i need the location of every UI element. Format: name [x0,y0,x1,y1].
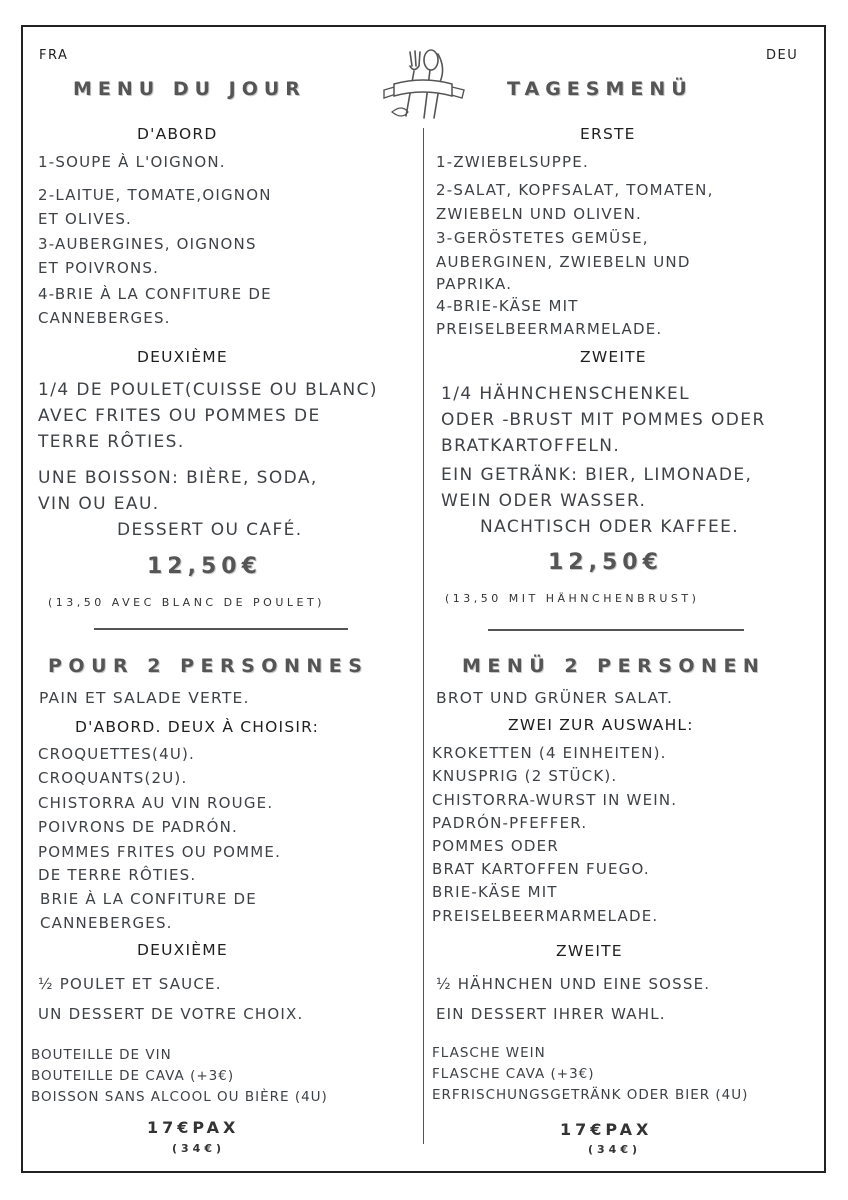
fr-starter-3b: ET POIVRONS. [38,259,160,277]
de-price: 12,50€ [548,550,663,575]
fr-main-2: AVEC FRITES OU POMMES DE [38,406,321,426]
de-separator [488,629,744,631]
fr-duo-main-heading: DEUXIÈME [137,941,228,959]
fr-starter-3a: 3-AUBERGINES, OIGNONS [38,235,257,253]
fr-main-3: TERRE RÔTIES. [38,432,185,452]
de-duo-opt-4: PADRÓN-PFEFFER. [432,814,588,832]
fr-duo-opt-3: CHISTORRA AU VIN ROUGE. [38,794,274,812]
de-duo-main-heading: ZWEITE [556,942,623,960]
de-starter-1: 1-ZWIEBELSUPPE. [436,153,589,171]
fr-duo-bread: PAIN ET SALADE VERTE. [39,689,250,707]
fr-duo-price-total: (34€) [172,1142,226,1155]
de-starter-4a: 4-BRIE-KÄSE MIT [436,297,579,315]
de-starter-heading: ERSTE [580,125,636,143]
de-duo-price: 17€PAX [560,1120,653,1139]
de-duo-opt-2: KNUSPRIG (2 STÜCK). [432,767,618,785]
fr-duo-dessert: UN DESSERT DE VOTRE CHOIX. [38,1005,304,1023]
title-de: TAGESMENÜ [507,78,693,100]
de-duo-bread: BROT UND GRÜNER SALAT. [436,689,674,707]
de-duo-opt-6: BRAT KARTOFFEN FUEGO. [432,860,650,878]
fr-duo-opt-7: BRIE À LA CONFITURE DE [40,890,257,908]
fr-dessert: DESSERT OU CAFÉ. [117,520,303,540]
de-drink-2: WEIN ODER WASSER. [441,491,647,511]
de-duo-opt-5: POMMES ODER [432,837,559,855]
de-duo-opt-1: KROKETTEN (4 EINHEITEN). [432,744,667,762]
fr-starter-4a: 4-BRIE À LA CONFITURE DE [38,285,272,303]
fr-duo-drink-2: BOUTEILLE DE CAVA (+3€) [31,1068,235,1084]
de-duo-drink-3: ERFRISCHUNGSGETRÄNK ODER BIER (4U) [432,1087,749,1103]
fr-duo-opt-6: DE TERRE RÔTIES. [38,866,197,884]
fr-duo-opt-5: POMMES FRITES OU POMME. [38,843,282,861]
de-main-3: BRATKARTOFFELN. [441,436,621,456]
de-main-heading: ZWEITE [580,348,647,366]
lang-label-de: DEU [766,48,799,63]
de-starter-3a: 3-GERÖSTETES GEMÜSE, [436,229,649,247]
de-dessert: NACHTISCH ODER KAFFEE. [480,517,740,537]
fr-drink-2: VIN OU EAU. [38,494,160,514]
fr-separator [94,628,348,630]
de-duo-drink-1: FLASCHE WEIN [432,1045,546,1061]
de-starter-2a: 2-SALAT, KOPFSALAT, TOMATEN, [436,181,714,199]
de-starter-2b: ZWIEBELN UND OLIVEN. [436,205,642,223]
de-price-note: (13,50 MIT HÄHNCHENBRUST) [445,592,700,605]
de-main-1: 1/4 HÄHNCHENSCHENKEL [441,384,691,404]
fr-price: 12,50€ [147,554,262,579]
fr-duo-price: 17€PAX [147,1118,240,1137]
de-duo-choose: ZWEI ZUR AUSWAHL: [508,716,694,734]
de-drink-1: EIN GETRÄNK: BIER, LIMONADE, [441,465,753,485]
fr-duo-opt-1: CROQUETTES(4U). [38,745,196,763]
fr-starter-1: 1-SOUPE À L'OIGNON. [38,153,226,171]
de-main-2: ODER -BRUST MIT POMMES ODER [441,410,766,430]
lang-label-fr: FRA [39,48,69,63]
fr-price-note: (13,50 AVEC BLANC DE POULET) [48,596,325,609]
fr-drink-1: UNE BOISSON: BIÈRE, SODA, [38,468,318,488]
fr-starter-2a: 2-LAITUE, TOMATE,OIGNON [38,186,272,204]
de-duo-dessert: EIN DESSERT IHRER WAHL. [436,1005,666,1023]
fr-duo-drink-1: BOUTEILLE DE VIN [31,1047,172,1063]
de-duo-price-total: (34€) [588,1143,642,1156]
de-duo-opt-8: PREISELBEERMARMELADE. [432,907,659,925]
fr-main-1: 1/4 DE POULET(CUISSE OU BLANC) [38,380,378,400]
fr-starter-heading: D'ABORD [137,125,218,143]
column-divider [423,128,424,1144]
fr-main-heading: DEUXIÈME [137,348,228,366]
de-duo-opt-7: BRIE-KÄSE MIT [432,883,558,901]
fr-duo-opt-4: POIVRONS DE PADRÓN. [38,818,238,836]
cutlery-ribbon-icon [376,46,470,128]
fr-starter-2b: ET OLIVES. [38,210,133,228]
de-starter-3b: AUBERGINEN, ZWIEBELN UND [436,253,691,271]
de-duo-title: MENÜ 2 PERSONEN [462,655,766,677]
fr-duo-drink-3: BOISSON SANS ALCOOL OU BIÈRE (4U) [31,1089,328,1105]
de-duo-drink-2: FLASCHE CAVA (+3€) [432,1066,595,1082]
de-duo-main: ½ HÄHNCHEN UND EINE SOSSE. [436,975,711,993]
de-starter-3c: PAPRIKA. [436,275,513,293]
fr-duo-title: POUR 2 PERSONNES [48,655,369,677]
fr-duo-opt-2: CROQUANTS(2U). [38,769,188,787]
fr-duo-main: ½ POULET ET SAUCE. [38,975,222,993]
de-duo-opt-3: CHISTORRA-WURST IN WEIN. [432,791,678,809]
title-fr: MENU DU JOUR [73,78,306,100]
fr-duo-choose: D'ABORD. DEUX À CHOISIR: [75,718,320,736]
fr-starter-4b: CANNEBERGES. [38,309,171,327]
fr-duo-opt-8: CANNEBERGES. [40,914,173,932]
de-starter-4b: PREISELBEERMARMELADE. [436,320,663,338]
